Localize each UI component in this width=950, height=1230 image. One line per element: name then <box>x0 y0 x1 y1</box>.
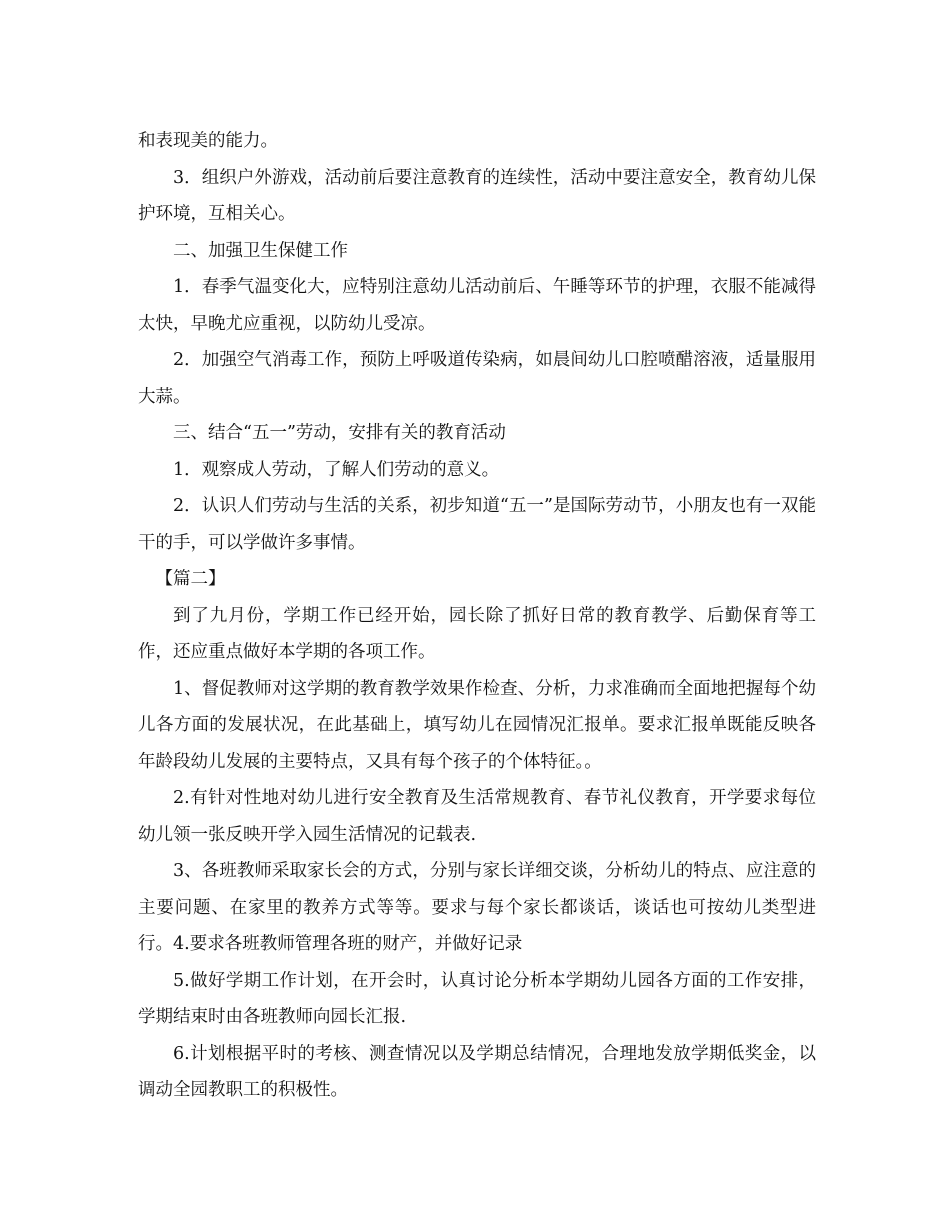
paragraph-5: 2．加强空气消毒工作，预防上呼吸道传染病，如晨间幼儿口腔喷醋溶液，适量服用大蒜。 <box>138 350 816 407</box>
paragraph-1: 和表现美的能力。 <box>138 131 278 151</box>
section-heading-labor-day: 三、结合“五一”劳动，安排有关的教育活动 <box>173 423 506 443</box>
paragraph-14: 5.做好学期工作计划，在开会时，认真讨论分析本学期幼儿园各方面的工作安排，学期结束时由各班教师向园长汇报. <box>138 970 816 1027</box>
paragraph-7: 1．观察成人劳动，了解人们劳动的意义。 <box>173 459 500 480</box>
paragraph-11: 1、督促教师对这学期的教育教学效果作检查、分析，力求准确而全面地把握每个幼儿各方面的发展状况，在此基础上，填写幼儿在园情况汇报单。要求汇报单既能反映各年龄段幼儿发展的主要特点，又具有每个孩子的个体特征。。 <box>138 678 816 772</box>
paragraph-15: 6.计划根据平时的考核、测查情况以及学期总结情况，合理地发放学期低奖金，以调动全园教职工的积极性。 <box>138 1043 816 1100</box>
document-page <box>138 123 816 1109</box>
paragraph-10: 到了九月份，学期工作已经开始，园长除了抓好日常的教育教学、后勤保育等工作，还应重点做好本学期的各项工作。 <box>138 605 816 662</box>
part-two-heading: 【篇二】 <box>155 569 226 589</box>
paragraph-4: 1．春季气温变化大，应特别注意幼儿活动前后、午睡等环节的护理，衣服不能减得太快，早晚尤应重视，以防幼儿受凉。 <box>138 277 816 334</box>
section-heading-hygiene: 二、加强卫生保健工作 <box>173 240 348 261</box>
paragraph-2: 3．组织户外游戏，活动前后要注意教育的连续性，活动中要注意安全，教育幼儿保护环境，互相关心。 <box>138 167 816 224</box>
paragraph-13: 3、各班教师采取家长会的方式，分别与家长详细交谈，分析幼儿的特点、应注意的主要问题、在家里的教养方式等等。要求与每个家长都谈话，谈话也可按幼儿类型进行。4.要求各班教师管理各班的财产，并做好记录 <box>138 861 816 954</box>
paragraph-12: 2.有针对性地对幼儿进行安全教育及生活常规教育、春节礼仪教育，开学要求每位幼儿领一张反映开学入园生活情况的记载表. <box>138 788 816 845</box>
paragraph-8: 2．认识人们劳动与生活的关系，初步知道“五一”是国际劳动节，小朋友也有一双能干的手，可以学做许多事情。 <box>138 496 816 553</box>
